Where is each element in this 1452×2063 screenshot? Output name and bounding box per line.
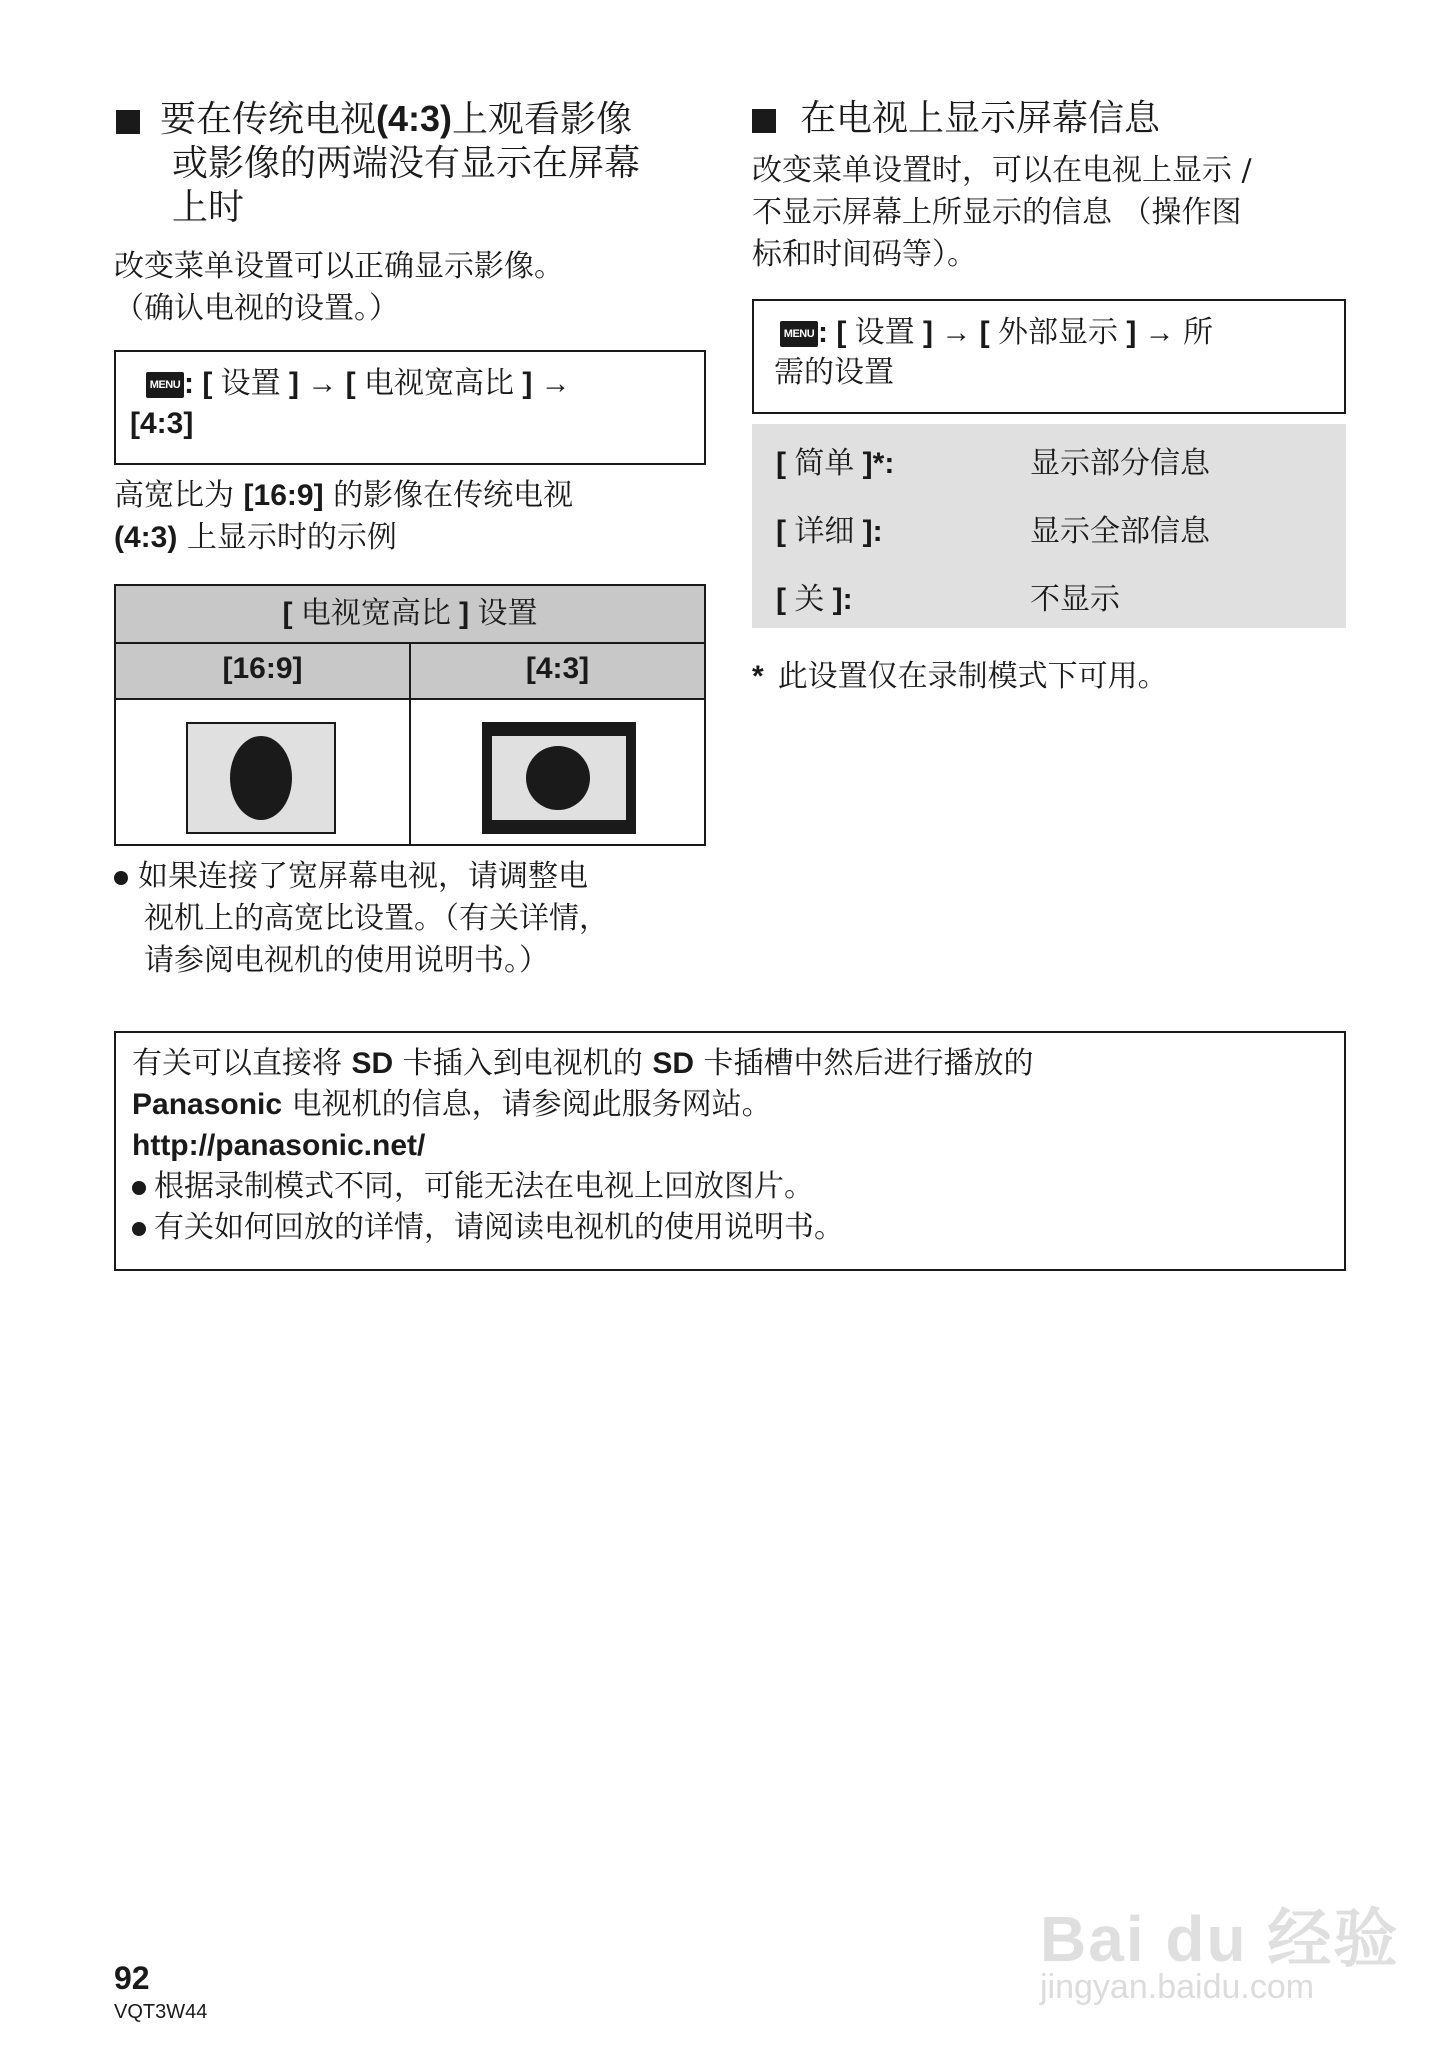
baidu-watermark-logo: Bai du 经验	[1040, 1903, 1400, 1975]
document-code: VQT3W44	[114, 2001, 208, 2023]
bullet-icon	[132, 1222, 146, 1236]
square-bullet-icon	[752, 109, 776, 133]
example-4-3-image	[482, 722, 636, 834]
aspect-ratio-table	[114, 584, 706, 846]
right-intro-text: 改变菜单设置时，可以在电视上显示 / 不显示屏幕上所显示的信息 （操作图 标和时间码等）。	[752, 153, 1252, 272]
example-16-9-image	[186, 722, 336, 834]
display-options-table	[752, 424, 1346, 628]
service-url-link[interactable]: http://panasonic.net/	[132, 1129, 426, 1162]
bullet-icon	[114, 871, 128, 885]
option-value: 不显示	[1030, 582, 1120, 617]
panasonic-info-box: 有关可以直接将 SD 卡插入到电视机的 SD 卡插槽中然后进行播放的 Panasonic 电视机的信息，请参阅此服务网站。 http://panasonic.net/ 根据录制模式不同，可能无法在电视上回放图片。 有关如何回放的详情，请阅读电视机的使用说明书。	[114, 1031, 1346, 1271]
menu-icon: MENU	[146, 372, 184, 398]
menu-icon: MENU	[780, 321, 818, 347]
square-bullet-icon	[116, 110, 140, 134]
col-16-9-label: [16:9]	[116, 644, 411, 698]
example-caption: 高宽比为 [16:9] 的影像在传统电视 (4:3) 上显示时的示例	[114, 478, 574, 555]
option-row: [ 关 ]:	[776, 582, 853, 617]
right-footnote: * 此设置仅在录制模式下可用。	[752, 659, 1168, 694]
right-section-heading: 在电视上显示屏幕信息	[752, 97, 1160, 141]
option-row: [ 简单 ]*:	[776, 446, 895, 481]
col-4-3-label: [4:3]	[525, 652, 590, 685]
left-note: 如果连接了宽屏幕电视，请调整电 视机上的高宽比设置。（有关详情， 请参阅电视机的使用说明书。）	[114, 856, 609, 982]
option-row: [ 详细 ]:	[776, 514, 883, 549]
option-value: 显示全部信息	[1030, 514, 1210, 549]
table-subheader	[116, 644, 704, 700]
left-section-heading: 要在传统电视(4:3)上观看影像 或影像的两端没有显示在屏幕 上时	[116, 97, 716, 230]
left-menu-path-box: MENU : [ 设置 ] → [ 电视宽高比 ] → [4:3]	[114, 350, 706, 465]
bullet-icon	[132, 1181, 146, 1195]
baidu-watermark-url: jingyan.baidu.com	[1040, 1968, 1315, 2006]
page-number: 92	[114, 1960, 150, 1996]
right-menu-path-box: MENU : [ 设置 ] → [ 外部显示 ] → 所 需的设置	[752, 299, 1346, 414]
table-header: [ 电视宽高比 ] 设置	[116, 586, 704, 644]
left-intro-text: 改变菜单设置可以正确显示影像。 （确认电视的设置。）	[114, 249, 564, 326]
option-value: 显示部分信息	[1030, 446, 1210, 481]
